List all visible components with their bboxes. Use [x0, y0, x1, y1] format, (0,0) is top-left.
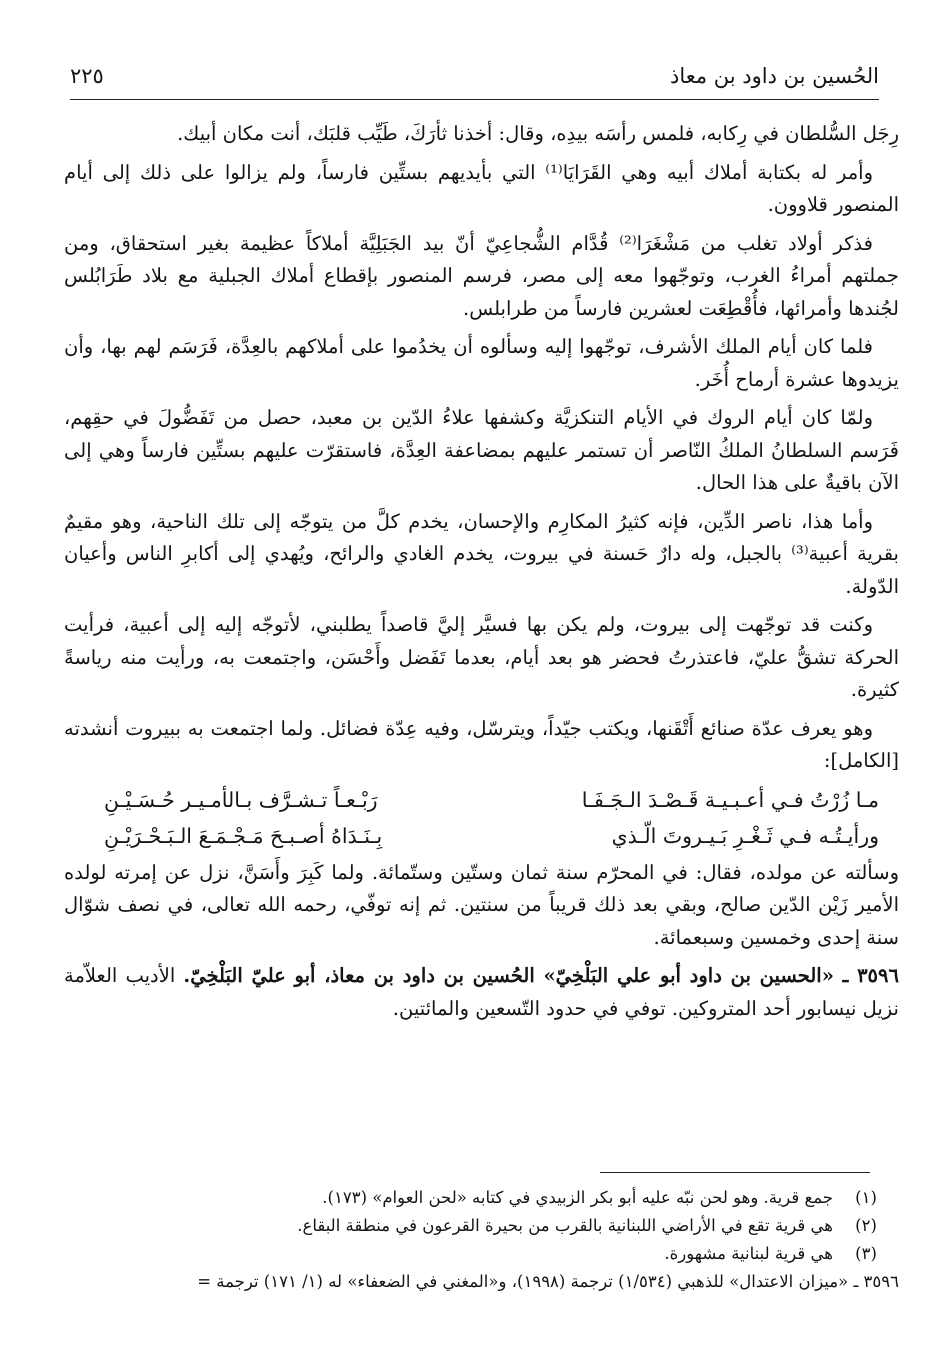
footnote-rule: [600, 1172, 870, 1173]
paragraph: وكنت قد توجّهت إلى بيروت، ولم يكن بها فسيَّر إليَّ قاصداً يطلبني، لأتوجّه إليه إلى أعبية، فرأيت الحركة تشقُّ عليّ، فاعتذرتُ فحضر هو بعد أيام، بعدما تَفَضل وأَحْسَن، واجتمعت به، ورأيت منه رياسةً كثيرة.: [64, 613, 899, 701]
paragraph: ولمّا كان أيام الروك في الأيام التنكزيَّة وكشفها علاءُ الدّين بن معبد، حصل من تَفَضُّولَ في حقِهم، فَرَسم السلطانُ الملكُ النّاصر أن تستمر عليهم بمضاعفة العِدَّة، فاستقرّت عليهم بستِّين فارساً وهي إلى الآن باقيةٌ على هذا الحال.: [64, 406, 899, 494]
poem-verse: [104, 784, 879, 817]
entry-text: الأديب العلاّمة نزيل نيسابور أحد المتروكين. توفي في حدود التّسعين والمائتين.: [64, 964, 899, 1020]
footnote-text: هي قرية تقع في الأراضي اللبنانية بالقرب من بحيرة القرعون في منطقة البقاع.: [297, 1216, 833, 1235]
paragraph: رِجَل السُّلطان في رِكابه، فلمس رأسَه بيدِه، وقال: أخذنا ثأرَكَ، طَيِّب قلبَك، أنت مكان أبيك.: [177, 122, 899, 145]
footnote-number: (١): [855, 1188, 877, 1207]
running-header: [70, 60, 879, 100]
footnotes: [64, 1184, 899, 1296]
poem-verse: [104, 820, 879, 853]
footnote: [64, 1212, 899, 1240]
source-note: [64, 1268, 899, 1296]
main-text: [64, 118, 899, 1031]
paragraph: وأما هذا، ناصر الدِّين، فإنه كثيرُ المكارِم والإحسان، يخدم كلَّ من يتوجّه إلى تلك الناحية، وهو مقيمٌ بقرية أعبية⁽³⁾ بالجبل، وله دارٌ حَسنة في بيروت، يخدم الغادي والرائح، ويُهدي إلى أكابرِ الناس وأعيان الدّولة.: [64, 509, 899, 598]
paragraph: وسألته عن مولده، فقال: في المحرّم سنة ثمان وستّين وستّمائة. ولما كَبِرَ وأَسَنَّ، نزل عن إمرته لولده الأمير زَيْن الدّين صالح، وبقي بعد ذلك قريباً من سنتين. ثم إنه توفّي، رحمه الله تعالى، في نصف شوّال سنة إحدى وخمسين وسبعمائة.: [64, 860, 899, 949]
verse-second-hemistich: رَبْـعـاً تـشـرَّف بـالأمـيـر حُـسَـيْـنِ: [104, 787, 378, 812]
footnote: [64, 1184, 899, 1212]
header-rule: [70, 99, 879, 100]
paragraph: فلما كان أيام الملك الأشرف، توجّهوا إليه وسألوه أن يخدُموا على أملاكهم بالعِدَّة، فَرَسَم لهم بها، وأن يزيدوها عشرة أرماح أُخَر.: [64, 335, 899, 391]
paragraph: وأمر له بكتابة أملاك أبيه وهي القَرَايَا⁽¹⁾ التي بأيديهم بستِّين فارساً، ولم يزالوا على ذلك إلى أيام المنصور قلاوون.: [64, 160, 899, 216]
footnote-text: جمع قرية. وهو لحن نبّه عليه أبو بكر الزبيدي في كتابه «لحن العوام» (١٧٣).: [322, 1188, 833, 1207]
verse-second-hemistich: بِـنَـدَاهُ أصـبـحَ مَـجْـمَـعَ الـبَـحْـرَيْـنِ: [104, 824, 383, 848]
entry-paragraph: [64, 960, 899, 1025]
running-title: الحُسين بن داود بن معاذ: [669, 64, 879, 88]
verse-first-hemistich: ورأيـتُـه فـي ثَـغْـرِ بَـيـروتَ الّـذي: [611, 824, 879, 848]
paragraph: وهو يعرف عدّة صنائع أَتْقَنها، ويكتب جيّداً، ويترسّل، وفيه عِدّة فضائل. ولما اجتمعت به ببيروت أنشدته [الكامل]:: [64, 716, 899, 772]
entry-heading: ٣٥٩٦ ـ «الحسين بن داود أبو علي البَلْخِيّ» الحُسين بن داود بن معاذ، أبو عليّ البَلْخِيّ.: [183, 964, 899, 987]
page-number: ٢٢٥: [70, 64, 104, 88]
source-note-text: ٣٥٩٦ ـ «ميزان الاعتدال» للذهبي (١/٥٣٤) ترجمة (١٩٩٨)، و«المغني في الضعفاء» له (١/ ١٧١) ترجمة =: [197, 1272, 899, 1291]
footnote-number: (٣): [855, 1244, 877, 1263]
verse-first-hemistich: مـا زُرْتُ فـي أعـبـيـة قَـصْـدَ الـجَـفَـا: [581, 787, 879, 812]
footnote: [64, 1240, 899, 1268]
footnote-number: (٢): [855, 1216, 877, 1235]
paragraph: فذكر أولاد تغلب من مَشْغَرَا⁽²⁾ قُدَّام الشُّجاعِيّ أنّ بيد الجَبَلِيَّة أملاكاً عظيمة بغير استحقاق، ومن جملتهم أمراءُ الغرب، وتوجّهوا معه إلى مصر، فرسم المنصور بإقطاع أملاك الجبلية مع بلاد طَرَابُلس لجُندها وأمرائها، فأُقْطِعَت لعشرين فارساً من طرابلس.: [64, 231, 899, 320]
footnote-text: هي قرية لبنانية مشهورة.: [664, 1244, 833, 1263]
